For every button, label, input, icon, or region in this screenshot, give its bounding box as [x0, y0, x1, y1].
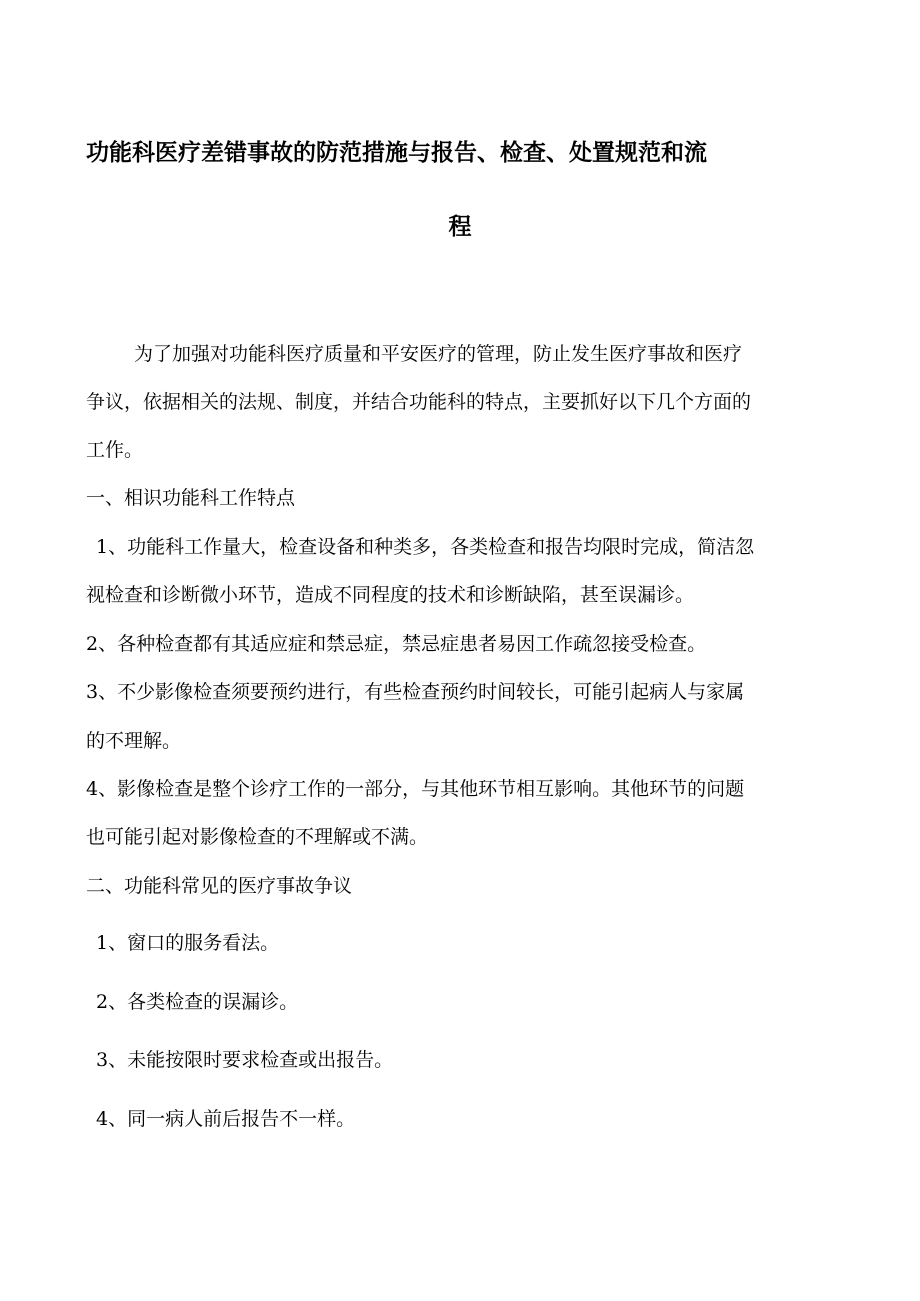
intro-line-1: 为了加强对功能科医疗质量和平安医疗的管理，防止发生医疗事故和医疗	[134, 343, 743, 365]
section-1-item-3-line-1: 3、不少影像检查须要预约进行，有些检查预约时间较长，可能引起病人与家属	[86, 681, 745, 703]
section-1-item-1-line-2: 视检查和诊断微小环节，造成不同程度的技术和诊断缺陷，甚至误漏诊。	[86, 584, 695, 606]
section-2-heading: 二、功能科常见的医疗事故争议	[86, 875, 353, 897]
section-1-item-4-line-1: 4、影像检查是整个诊疗工作的一部分，与其他环节相互影响。其他环节的问题	[86, 778, 745, 800]
intro-line-3: 工作。	[86, 439, 144, 461]
section-2-item-1: 1、窗口的服务看法。	[96, 932, 280, 954]
section-1-item-2: 2、各种检查都有其适应症和禁忌症，禁忌症患者易因工作疏忽接受检查。	[86, 633, 707, 655]
intro-line-2: 争议，依据相关的法规、制度，并结合功能科的特点，主要抓好以下几个方面的	[86, 391, 752, 413]
section-1-item-1-line-1: 1、功能科工作量大，检查设备和种类多，各类检查和报告均限时完成，简洁忽	[96, 536, 755, 558]
document-title-line-2: 程	[448, 214, 472, 240]
section-1-heading: 一、相识功能科工作特点	[86, 487, 296, 509]
section-1-item-4-line-2: 也可能引起对影像检查的不理解或不满。	[86, 826, 429, 848]
document-title-line-1: 功能科医疗差错事故的防范措施与报告、检查、处置规范和流	[86, 140, 707, 166]
section-2-item-4: 4、同一病人前后报告不一样。	[96, 1108, 356, 1130]
section-1-item-3-line-2: 的不理解。	[86, 730, 182, 752]
section-2-item-2: 2、各类检查的误漏诊。	[96, 991, 299, 1013]
section-2-item-3: 3、未能按限时要求检查或出报告。	[96, 1049, 394, 1071]
